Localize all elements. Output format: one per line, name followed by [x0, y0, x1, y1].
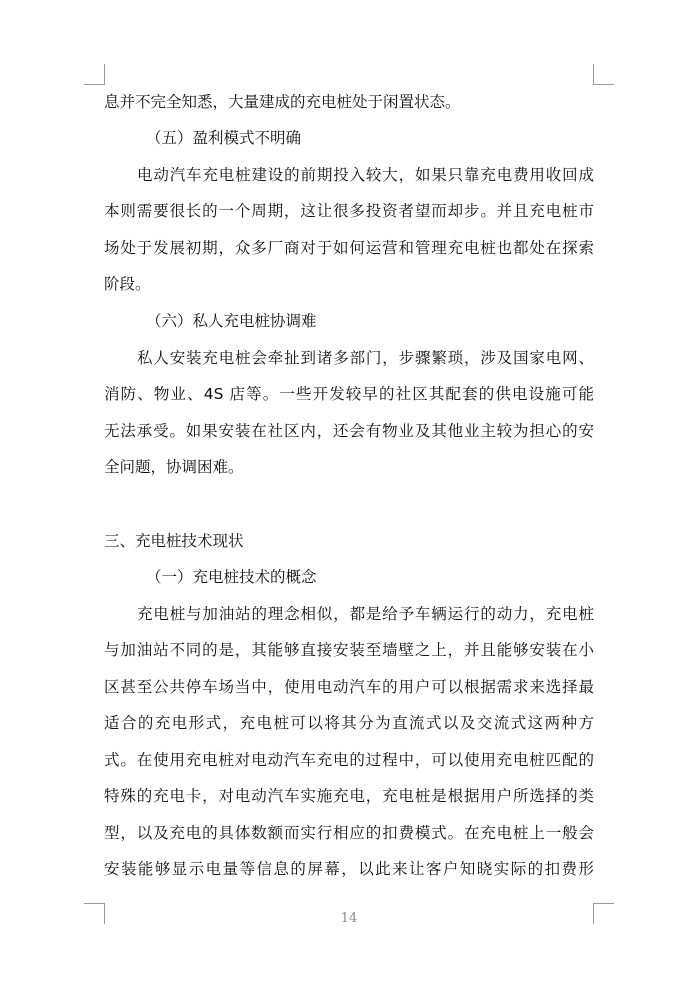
text-line: 无法承受。如果安装在社区内，还会有物业及其他业主较为担心的安 — [104, 422, 594, 440]
text-line: 与加油站不同的是，其能够直接安装至墙壁之上，并且能够安装在小 — [104, 641, 594, 659]
corner-mark-top-right — [593, 64, 614, 85]
text-line: 区甚至公共停车场当中，使用电动汽车的用户可以根据需求来选择最 — [104, 678, 594, 696]
text-line: 适合的充电形式，充电桩可以将其分为直流式以及交流式这两种方 — [104, 714, 594, 732]
text-line: 全问题，协调困难。 — [104, 458, 244, 476]
text-line: 安装能够显示电量等信息的屏幕，以此来让客户知晓实际的扣费形 — [104, 860, 594, 878]
text-line: 私人安装充电桩会牵扯到诸多部门，步骤繁琐，涉及国家电网、 — [137, 349, 594, 367]
chapter-heading: 三、充电桩技术现状 — [104, 532, 244, 550]
text-line: 本则需要很长的一个周期，这让很多投资者望而却步。并且充电桩市 — [104, 202, 594, 220]
text-line: 电动汽车充电桩建设的前期投入较大，如果只靠充电费用收回成 — [137, 166, 594, 184]
section-heading: （一）充电桩技术的概念 — [146, 568, 317, 586]
section-heading: （六）私人充电桩协调难 — [146, 312, 317, 330]
corner-mark-bottom-left — [84, 903, 105, 924]
text-line: 充电桩与加油站的理念相似，都是给予车辆运行的动力，充电桩 — [137, 605, 594, 623]
text-line: 型，以及充电的具体数额而实行相应的扣费模式。在充电桩上一般会 — [104, 824, 594, 842]
corner-mark-bottom-right — [593, 903, 614, 924]
text-line: 阶段。 — [104, 275, 151, 293]
corner-mark-top-left — [84, 64, 105, 85]
text-line: 消防、物业、4S 店等。一些开发较早的社区其配套的供电设施可能 — [104, 385, 594, 403]
text-line: 式。在使用充电桩对电动汽车充电的过程中，可以使用充电桩匹配的 — [104, 751, 594, 769]
page-number: 14 — [340, 911, 358, 926]
text-line: 场处于发展初期，众多厂商对于如何运营和管理充电桩也都处在探索 — [104, 239, 594, 257]
section-heading: （五）盈利模式不明确 — [146, 129, 302, 147]
text-line: 息并不完全知悉，大量建成的充电桩处于闲置状态。 — [104, 93, 461, 111]
text-line: 特殊的充电卡，对电动汽车实施充电，充电桩是根据用户所选择的类 — [104, 787, 594, 805]
